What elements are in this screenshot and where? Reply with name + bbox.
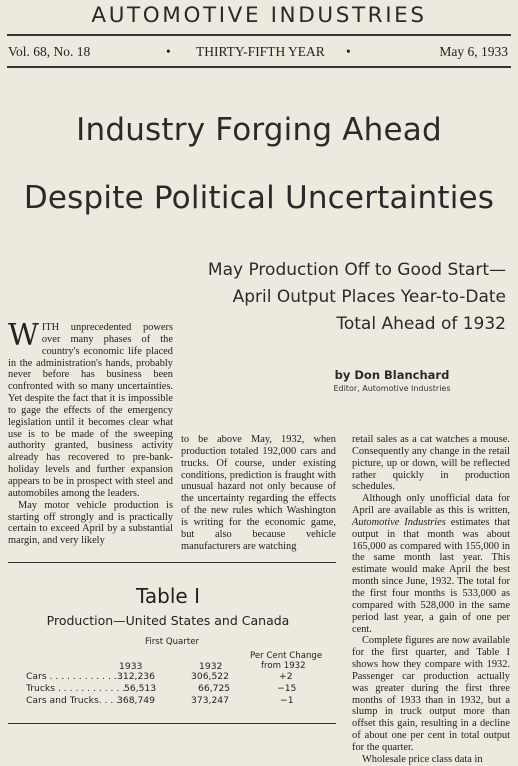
change-header-line-1: Per Cent Change bbox=[250, 651, 323, 661]
table-bottom-rule bbox=[8, 723, 336, 724]
table-row bbox=[0, 671, 336, 683]
byline: by Don Blanchard bbox=[334, 368, 450, 382]
subheadline bbox=[208, 257, 506, 338]
table-period-header: First Quarter bbox=[145, 637, 200, 647]
col3-paragraph-2: Although only unofficial data for April are available as this is written, Automotive Industries estimates that output in that month was about 165,000 as compared with 155,000 in the same month last year. This estimate would make April the best month since June, 1932. The total for the first four months is 533,000 as compared with 528,000 in the same period last year, a gain of one per cent. bbox=[352, 493, 510, 635]
change-header-line-2: from 1932 bbox=[261, 661, 306, 671]
headline-line-1: Industry Forging Ahead bbox=[76, 112, 442, 148]
article-column-3 bbox=[352, 434, 510, 766]
issue-date: May 6, 1933 bbox=[439, 44, 508, 59]
value-change: +2 bbox=[279, 671, 293, 682]
value-1933: 312,236 bbox=[117, 671, 155, 682]
col1-paragraph-2: May motor vehicle production is starting off strongly and is practically certain to exceed April by a substantial margin, and very likely bbox=[8, 499, 173, 547]
table-subtitle: Production—United States and Canada bbox=[46, 613, 290, 628]
masthead-bottom-rule bbox=[7, 66, 511, 68]
masthead-top-rule bbox=[7, 34, 511, 36]
bullet-left: • bbox=[166, 44, 171, 59]
subhead-line-2: April Output Places Year-to-Date bbox=[232, 287, 506, 307]
table-top-rule bbox=[8, 562, 336, 563]
col3-paragraph-1: retail sales as a cat watches a mouse. Consequently any change in the retail picture, up or down, will be reflected rather quickly in production schedules. bbox=[352, 434, 510, 493]
value-1932: 373,247 bbox=[191, 695, 229, 706]
value-change: −15 bbox=[277, 683, 297, 694]
row-label: Cars . . . . . . . . . . . . . bbox=[26, 671, 123, 682]
col3-paragraph-4: Wholesale price class data in bbox=[362, 753, 483, 765]
row-label: Cars and Trucks. . . . bbox=[26, 695, 120, 706]
column-header-1932: 1932 bbox=[199, 661, 223, 672]
drop-cap: W bbox=[8, 318, 39, 353]
col1-paragraph-1: ITH unprecedented powers over many phases of the country's economic life placed in the administration's hands, probably never before has business been confronted with so many uncertainties. Yet despite the fact that it is impossible to gage the effects of the emergency legislation until it becomes clear what use is to be made of the sweeping authority granted, business activity already has recovered to pre-bank-holiday levels and further expansion appears to be in prospect with steel and automobiles among the leaders. bbox=[8, 322, 173, 499]
article-column-1 bbox=[8, 318, 173, 547]
value-1933: 368,749 bbox=[117, 695, 155, 706]
masthead-title: AUTOMOTIVE INDUSTRIES bbox=[91, 3, 427, 28]
subhead-line-3: Total Ahead of 1932 bbox=[336, 314, 506, 334]
col3-paragraph-3: Complete figures are now available for the first quarter, and Table I shows how they compare with 1932. Passenger car production actually was greater during the first three months of 1933 than in 1932, but a slump in truck output more than offset this gain, resulting in a decline of about one per cent in total output for the quarter. bbox=[352, 635, 510, 753]
value-1933: 56,513 bbox=[124, 683, 157, 694]
table-title: Table I bbox=[136, 584, 200, 608]
column-header-1933: 1933 bbox=[119, 661, 143, 672]
subhead-line-1: May Production Off to Good Start— bbox=[207, 260, 506, 280]
row-label: Trucks . . . . . . . . . . . . bbox=[26, 683, 126, 694]
publication-name: Automotive Industries bbox=[352, 516, 446, 528]
article-column-2 bbox=[181, 434, 336, 552]
value-change: −1 bbox=[280, 695, 294, 706]
anniversary-year: THIRTY-FIFTH YEAR bbox=[196, 44, 325, 59]
volume-number: Vol. 68, No. 18 bbox=[8, 44, 91, 59]
byline-title: Editor, Automotive Industries bbox=[333, 384, 451, 393]
table-row bbox=[0, 695, 336, 707]
headline-line-2: Despite Political Uncertainties bbox=[23, 180, 495, 216]
col2-paragraph-1: to be above May, 1932, when production totaled 192,000 cars and trucks. Of course, under existing conditions, prediction is fraught with unusual hazard not only because of the uncertainty regarding the effects of the new rules which Washington is writing for the economic game, but also because vehicle manufacturers are watching bbox=[181, 434, 336, 552]
value-1932: 306,522 bbox=[191, 671, 229, 682]
table-row bbox=[0, 683, 336, 695]
bullet-right: • bbox=[346, 44, 351, 59]
value-1932: 66,725 bbox=[198, 683, 231, 694]
